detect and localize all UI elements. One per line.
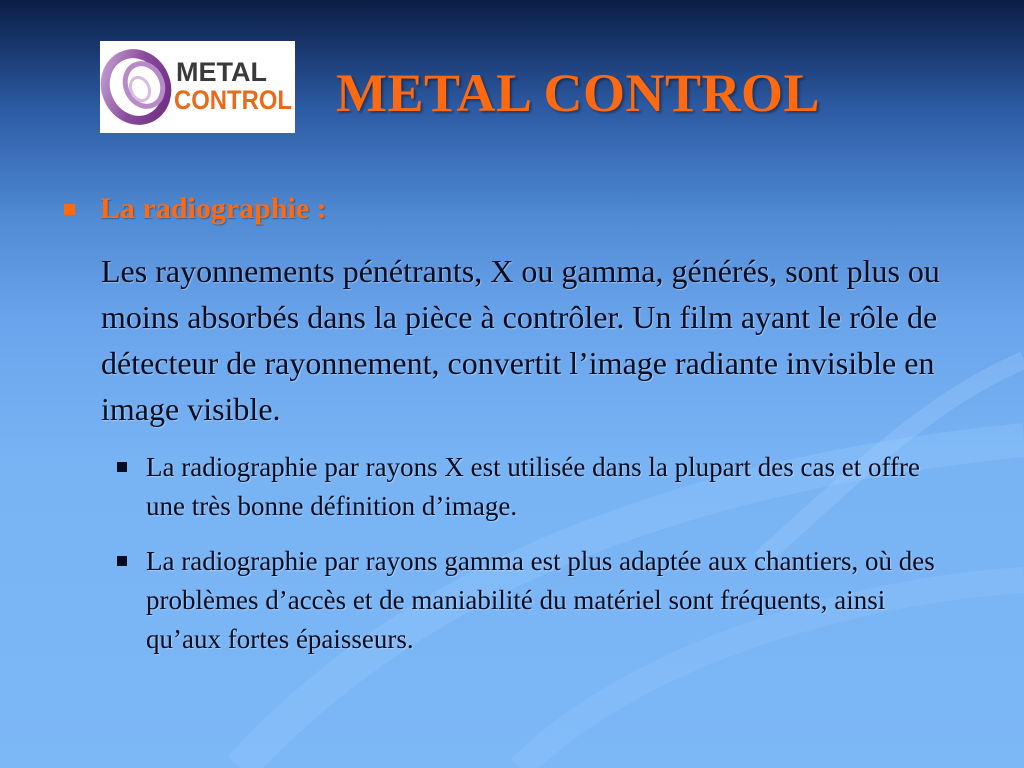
bullet-item-x-rays: La radiographie par rayons X est utilisée dans la plupart des cas et offre une très bonne définition d’image. xyxy=(146,452,920,521)
heading-item xyxy=(64,192,327,226)
metal-control-logo xyxy=(100,41,295,133)
square-bullet-icon xyxy=(117,462,127,472)
logo-line2: CONTROL xyxy=(174,85,292,115)
square-bullet-icon xyxy=(64,204,75,215)
heading-text: La radiographie : xyxy=(100,192,327,225)
main-paragraph: Les rayonnements pénétrants, X ou gamma, générés, sont plus ou moins absorbés dans la pièce à contrôler. Un film ayant le rôle de détecteur de rayonnement, convertit l’image radiante invisible en image visible. xyxy=(101,253,940,427)
square-bullet-icon xyxy=(117,556,127,566)
slide-title: METAL CONTROL xyxy=(336,63,821,123)
logo-line1: METAL xyxy=(176,57,267,87)
logo-ring-icon xyxy=(100,44,178,131)
bullet-item-gamma-rays: La radiographie par rayons gamma est plus adaptée aux chantiers, où des problèmes d’accès et de maniabilité du matériel sont fréquents, ainsi qu’aux fortes épaisseurs. xyxy=(146,546,935,654)
